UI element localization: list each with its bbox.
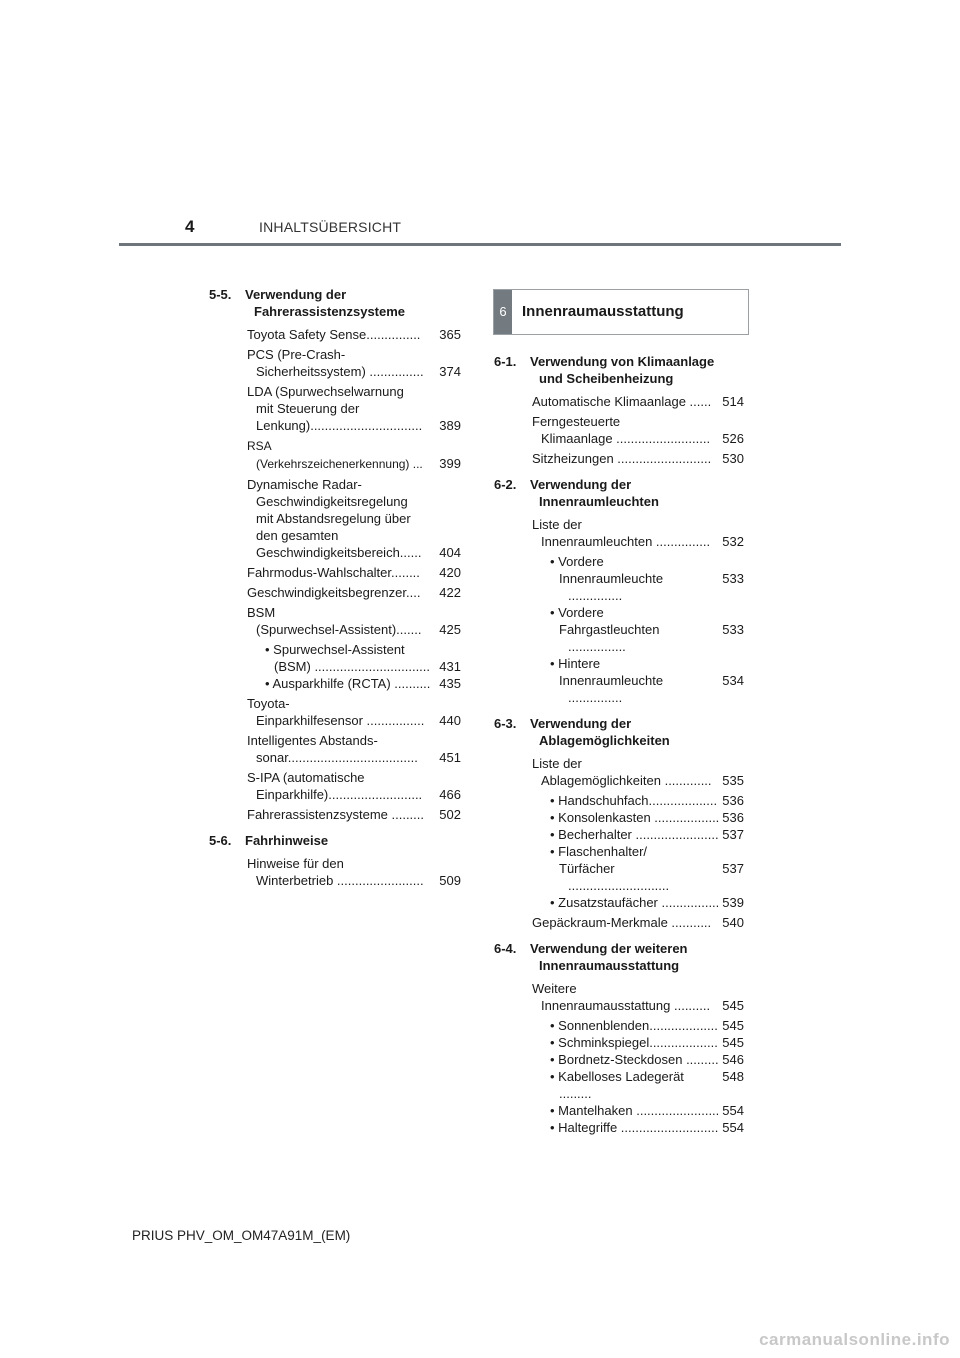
toc-entry-text: Innenraumleuchte ...............	[559, 571, 664, 603]
toc-entry-line	[247, 732, 461, 749]
spacer	[494, 1139, 744, 1145]
toc-entry-line	[550, 655, 744, 672]
toc-entry-line	[256, 527, 461, 544]
toc-subentry[interactable]	[256, 641, 461, 675]
toc-entry[interactable]	[247, 383, 461, 434]
toc-entry-text: Toyota Safety Sense...............	[247, 327, 421, 342]
toc-entry-text: Innenraumausstattung ..........	[541, 998, 711, 1013]
toc-entry-line	[247, 346, 461, 363]
toc-entry-line	[550, 1102, 744, 1119]
toc-subentry[interactable]	[541, 1068, 744, 1102]
toc-entry-text: Innenraumleuchten ...............	[541, 534, 711, 549]
toc-entry-line	[247, 383, 461, 400]
toc-entry[interactable]	[532, 450, 744, 467]
toc-entry-line	[256, 400, 461, 417]
toc-entry-text: den gesamten	[256, 528, 339, 543]
toc-page-number: 365	[436, 326, 461, 343]
toc-entry-line	[550, 894, 744, 911]
toc-entry-text: • Handschuhfach...................	[550, 793, 718, 808]
toc-entry-text: Fahrerassistenzsysteme .........	[247, 807, 424, 822]
toc-entry-line	[559, 860, 744, 894]
toc-entry-text: Gepäckraum-Merkmale ...........	[532, 915, 712, 930]
toc-page-number: 546	[719, 1051, 744, 1068]
toc-entry-text: Weitere	[532, 981, 577, 996]
toc-section-number: 6-1.	[494, 354, 517, 369]
toc-page-number: 425	[436, 621, 461, 638]
toc-entry-text: (Verkehrszeichenerkennung) ...	[256, 457, 423, 471]
toc-entry-text: • Schminkspiegel...................	[550, 1035, 718, 1050]
toc-page-number: 530	[719, 450, 744, 467]
toc-entry-line	[247, 695, 461, 712]
toc-entry-text: Fahrgastleuchten ................	[559, 622, 660, 654]
toc-entry-line	[532, 980, 744, 997]
toc-entry[interactable]	[247, 806, 461, 823]
toc-entry-line	[265, 641, 461, 658]
toc-entry-line	[541, 430, 744, 447]
toc-subentry[interactable]	[541, 1017, 744, 1034]
toc-subentry[interactable]	[541, 894, 744, 911]
toc-entry-text: Toyota-	[247, 696, 290, 711]
toc-page-number: 435	[436, 675, 461, 692]
toc-entry[interactable]	[247, 437, 461, 473]
toc-entry-line	[247, 855, 461, 872]
toc-entry-line	[247, 769, 461, 786]
toc-entry[interactable]	[532, 980, 744, 1014]
toc-page-number: 545	[719, 1017, 744, 1034]
toc-entry-line	[532, 393, 744, 410]
toc-entry[interactable]	[247, 732, 461, 766]
toc-entry-line	[256, 493, 461, 510]
toc-subentry[interactable]	[541, 1102, 744, 1119]
toc-entry-text: Ferngesteuerte	[532, 414, 621, 429]
toc-entry-line	[256, 363, 461, 380]
toc-entry-text: mit Steuerung der	[256, 401, 360, 416]
toc-entry-text: Ablagemöglichkeiten .............	[541, 773, 712, 788]
toc-page-number: 399	[436, 455, 461, 472]
toc-entry-text: mit Abstandsregelung über	[256, 511, 411, 526]
toc-entry-text: Fahrmodus-Wahlschalter........	[247, 565, 420, 580]
toc-entry[interactable]	[532, 516, 744, 550]
toc-entry-text: LDA (Spurwechselwarnung	[247, 384, 404, 399]
toc-subentry[interactable]	[541, 655, 744, 706]
toc-section-title: Ablagemöglichkeiten	[539, 733, 670, 748]
toc-page-number: 466	[436, 786, 461, 803]
toc-entry-text: Winterbetrieb ........................	[256, 873, 424, 888]
toc-section-number: 6-3.	[494, 716, 517, 731]
toc-page-number: 526	[719, 430, 744, 447]
chapter-tab-label: Innenraumausstattung	[522, 303, 684, 320]
toc-entry-line	[256, 749, 461, 766]
toc-entry[interactable]	[532, 413, 744, 447]
toc-section-heading[interactable]	[494, 715, 744, 749]
toc-entry-text: • Ausparkhilfe (RCTA) ..........	[265, 676, 431, 691]
toc-entry-line	[532, 450, 744, 467]
toc-entry-text: Dynamische Radar-	[247, 477, 362, 492]
toc-page-number: 420	[436, 564, 461, 581]
toc-entry[interactable]	[247, 476, 461, 561]
toc-entry-text: Klimaanlage ..........................	[541, 431, 711, 446]
toc-entry[interactable]	[247, 584, 461, 601]
toc-subentry[interactable]	[541, 826, 744, 843]
toc-page-number: 536	[719, 792, 744, 809]
toc-entry-line	[550, 1017, 744, 1034]
toc-entry-line	[550, 809, 744, 826]
toc-entry-text: • Becherhalter .......................	[550, 827, 719, 842]
toc-page-number: 545	[719, 997, 744, 1014]
toc-page-number: 545	[719, 1034, 744, 1051]
toc-page-number: 534	[719, 672, 744, 689]
toc-entry-text: • Hintere	[550, 656, 601, 671]
toc-page-number: 502	[436, 806, 461, 823]
toc-entry-text: Geschwindigkeitsregelung	[256, 494, 408, 509]
toc-page-number: 532	[719, 533, 744, 550]
toc-page-number: 431	[436, 658, 461, 675]
toc-entry-line	[256, 455, 461, 473]
header-rule	[119, 243, 841, 246]
toc-entry-line	[274, 658, 461, 675]
toc-entry-text: Liste der	[532, 517, 582, 532]
toc-entry-line	[247, 806, 461, 823]
toc-page-number: 451	[436, 749, 461, 766]
toc-entry-line	[550, 1034, 744, 1051]
toc-entry-line	[559, 570, 744, 604]
toc-entry-line	[559, 621, 744, 655]
toc-entry[interactable]	[247, 346, 461, 380]
toc-page-number: 404	[436, 544, 461, 561]
toc-entry-line	[532, 516, 744, 533]
chapter-tab[interactable]	[493, 289, 749, 335]
toc-entry[interactable]	[247, 855, 461, 889]
toc-page-number: 554	[719, 1102, 744, 1119]
toc-entry-line	[550, 843, 744, 860]
toc-entry-text: (Spurwechsel-Assistent).......	[256, 622, 422, 637]
toc-entry[interactable]	[247, 564, 461, 581]
page-number: 4	[185, 217, 195, 236]
toc-page-number: 422	[436, 584, 461, 601]
toc-entry-text: Innenraumleuchte ...............	[559, 673, 664, 705]
toc-section-number: 5-5.	[209, 287, 232, 302]
toc-entry-line	[559, 672, 744, 706]
toc-entry-line	[532, 755, 744, 772]
toc-entry-line	[256, 786, 461, 803]
toc-entry-text: (BSM) ................................	[274, 659, 431, 674]
toc-entry-text: sonar....................................	[256, 750, 418, 765]
toc-page-number: 509	[436, 872, 461, 889]
toc-entry-line	[256, 872, 461, 889]
toc-entry[interactable]	[247, 695, 461, 729]
watermark: carmanualsonline.info	[759, 1330, 950, 1349]
toc-entry-line	[550, 1051, 744, 1068]
toc-entry-text: • Sonnenblenden...................	[550, 1018, 718, 1033]
toc-entry-text: Geschwindigkeitsbegrenzer....	[247, 585, 421, 600]
toc-entry[interactable]	[532, 914, 744, 931]
toc-section-number: 6-4.	[494, 941, 517, 956]
toc-subentry[interactable]	[541, 1119, 744, 1136]
toc-entry-line	[247, 584, 461, 601]
toc-entry-text: Hinweise für den	[247, 856, 344, 871]
toc-subentry[interactable]	[541, 553, 744, 604]
toc-entry-text: • Flaschenhalter/	[550, 844, 648, 859]
toc-subentry[interactable]	[541, 792, 744, 809]
toc-section-title: Innenraumleuchten	[539, 494, 659, 509]
toc-entry-line	[247, 326, 461, 343]
toc-entry-text: Liste der	[532, 756, 582, 771]
toc-entry-line	[532, 914, 744, 931]
toc-entry-text: • Zusatzstaufächer ................	[550, 895, 720, 910]
toc-subentry[interactable]	[541, 1051, 744, 1068]
toc-section-title: Verwendung der	[530, 477, 632, 492]
toc-entry-line	[247, 604, 461, 621]
toc-entry-line	[550, 792, 744, 809]
toc-entry-text: • Konsolenkasten ..................	[550, 810, 720, 825]
toc-section-title: Fahrhinweise	[245, 833, 329, 848]
toc-entry-text: • Vordere	[550, 554, 604, 569]
toc-entry[interactable]	[247, 769, 461, 803]
toc-entry-line	[256, 621, 461, 638]
toc-section-heading[interactable]	[494, 940, 744, 974]
toc-entry-line	[247, 476, 461, 493]
toc-entry-line	[550, 826, 744, 843]
toc-entry-text: • Mantelhaken .......................	[550, 1103, 720, 1118]
toc-section-title: Verwendung der	[530, 716, 632, 731]
toc-page-number: 537	[719, 826, 744, 843]
toc-entry-line	[256, 510, 461, 527]
toc-page-number: 539	[719, 894, 744, 911]
spacer	[209, 892, 461, 898]
page-header-title: INHALTSÜBERSICHT	[259, 219, 402, 235]
toc-entry-line	[256, 417, 461, 434]
toc-entry-text: • Haltegriffe ...........................	[550, 1120, 719, 1135]
toc-entry-text: Sicherheitssystem) ...............	[256, 364, 424, 379]
toc-section-title: Innenraumausstattung	[539, 958, 680, 973]
toc-page-number: 514	[719, 393, 744, 410]
toc-entry[interactable]	[247, 604, 461, 638]
toc-section-heading[interactable]	[209, 832, 461, 849]
toc-entry-text: RSA	[247, 439, 272, 453]
toc-entry[interactable]	[247, 326, 461, 343]
toc-entry-text: Intelligentes Abstands-	[247, 733, 378, 748]
toc-page-number: 389	[436, 417, 461, 434]
toc-subentry[interactable]	[256, 675, 461, 692]
toc-entry-text: Geschwindigkeitsbereich......	[256, 545, 422, 560]
toc-entry-text: • Spurwechsel-Assistent	[265, 642, 405, 657]
document-code: PRIUS PHV_OM_OM47A91M_(EM)	[132, 1228, 351, 1243]
toc-entry-text: Einparkhilfe)..........................	[256, 787, 423, 802]
toc-entry-line	[541, 997, 744, 1014]
toc-section-title: Verwendung von Klimaanlage	[530, 354, 715, 369]
toc-entry-line	[541, 772, 744, 789]
toc-page-number: 533	[719, 621, 744, 638]
toc-entry-line	[256, 544, 461, 561]
toc-entry-line	[247, 564, 461, 581]
toc-entry-line	[256, 712, 461, 729]
toc-section-heading[interactable]	[494, 476, 744, 510]
toc-entry-text: Automatische Klimaanlage ......	[532, 394, 712, 409]
toc-section-title: Verwendung der weiteren	[530, 941, 688, 956]
toc-right-column	[494, 353, 744, 1145]
toc-page-number: 537	[719, 860, 744, 877]
toc-page-number: 548	[719, 1068, 744, 1085]
toc-entry-line	[550, 1119, 744, 1136]
toc-entry-text: Türfächer ............................	[559, 861, 670, 893]
toc-page-number: 540	[719, 914, 744, 931]
toc-entry-text: BSM	[247, 605, 276, 620]
toc-entry-line	[265, 675, 461, 692]
toc-entry[interactable]	[532, 393, 744, 410]
toc-entry-line	[532, 413, 744, 430]
toc-entry-text: Einparkhilfesensor ................	[256, 713, 425, 728]
toc-page-number: 533	[719, 570, 744, 587]
toc-entry-text: S-IPA (automatische	[247, 770, 365, 785]
toc-subentry[interactable]	[541, 1034, 744, 1051]
toc-entry-text: Lenkung)...............................	[256, 418, 423, 433]
toc-entry-line	[541, 533, 744, 550]
toc-page-number: 374	[436, 363, 461, 380]
toc-section-title: Verwendung der	[245, 287, 347, 302]
toc-section-heading[interactable]	[209, 286, 461, 320]
toc-entry[interactable]	[532, 755, 744, 789]
toc-section-number: 5-6.	[209, 833, 232, 848]
toc-page-number: 440	[436, 712, 461, 729]
toc-entry-line	[550, 604, 744, 621]
toc-subentry[interactable]	[541, 843, 744, 894]
toc-entry-text: • Kabelloses Ladegerät .........	[550, 1069, 684, 1101]
toc-entry-text: Sitzheizungen ..........................	[532, 451, 712, 466]
toc-section-number: 6-2.	[494, 477, 517, 492]
toc-section-heading[interactable]	[494, 353, 744, 387]
toc-page-number: 554	[719, 1119, 744, 1136]
toc-subentry[interactable]	[541, 809, 744, 826]
toc-section-title: und Scheibenheizung	[539, 371, 674, 386]
chapter-tab-number: 6	[494, 290, 512, 334]
toc-left-column	[209, 286, 461, 898]
toc-page-number: 536	[719, 809, 744, 826]
toc-entry-line	[550, 1068, 744, 1102]
toc-section-title: Fahrerassistenzsysteme	[254, 304, 406, 319]
toc-subentry[interactable]	[541, 604, 744, 655]
toc-entry-text: • Bordnetz-Steckdosen .........	[550, 1052, 719, 1067]
toc-entry-line	[550, 553, 744, 570]
toc-page-number: 535	[719, 772, 744, 789]
toc-entry-line	[247, 437, 461, 455]
toc-entry-text: PCS (Pre-Crash-	[247, 347, 346, 362]
toc-entry-text: • Vordere	[550, 605, 604, 620]
